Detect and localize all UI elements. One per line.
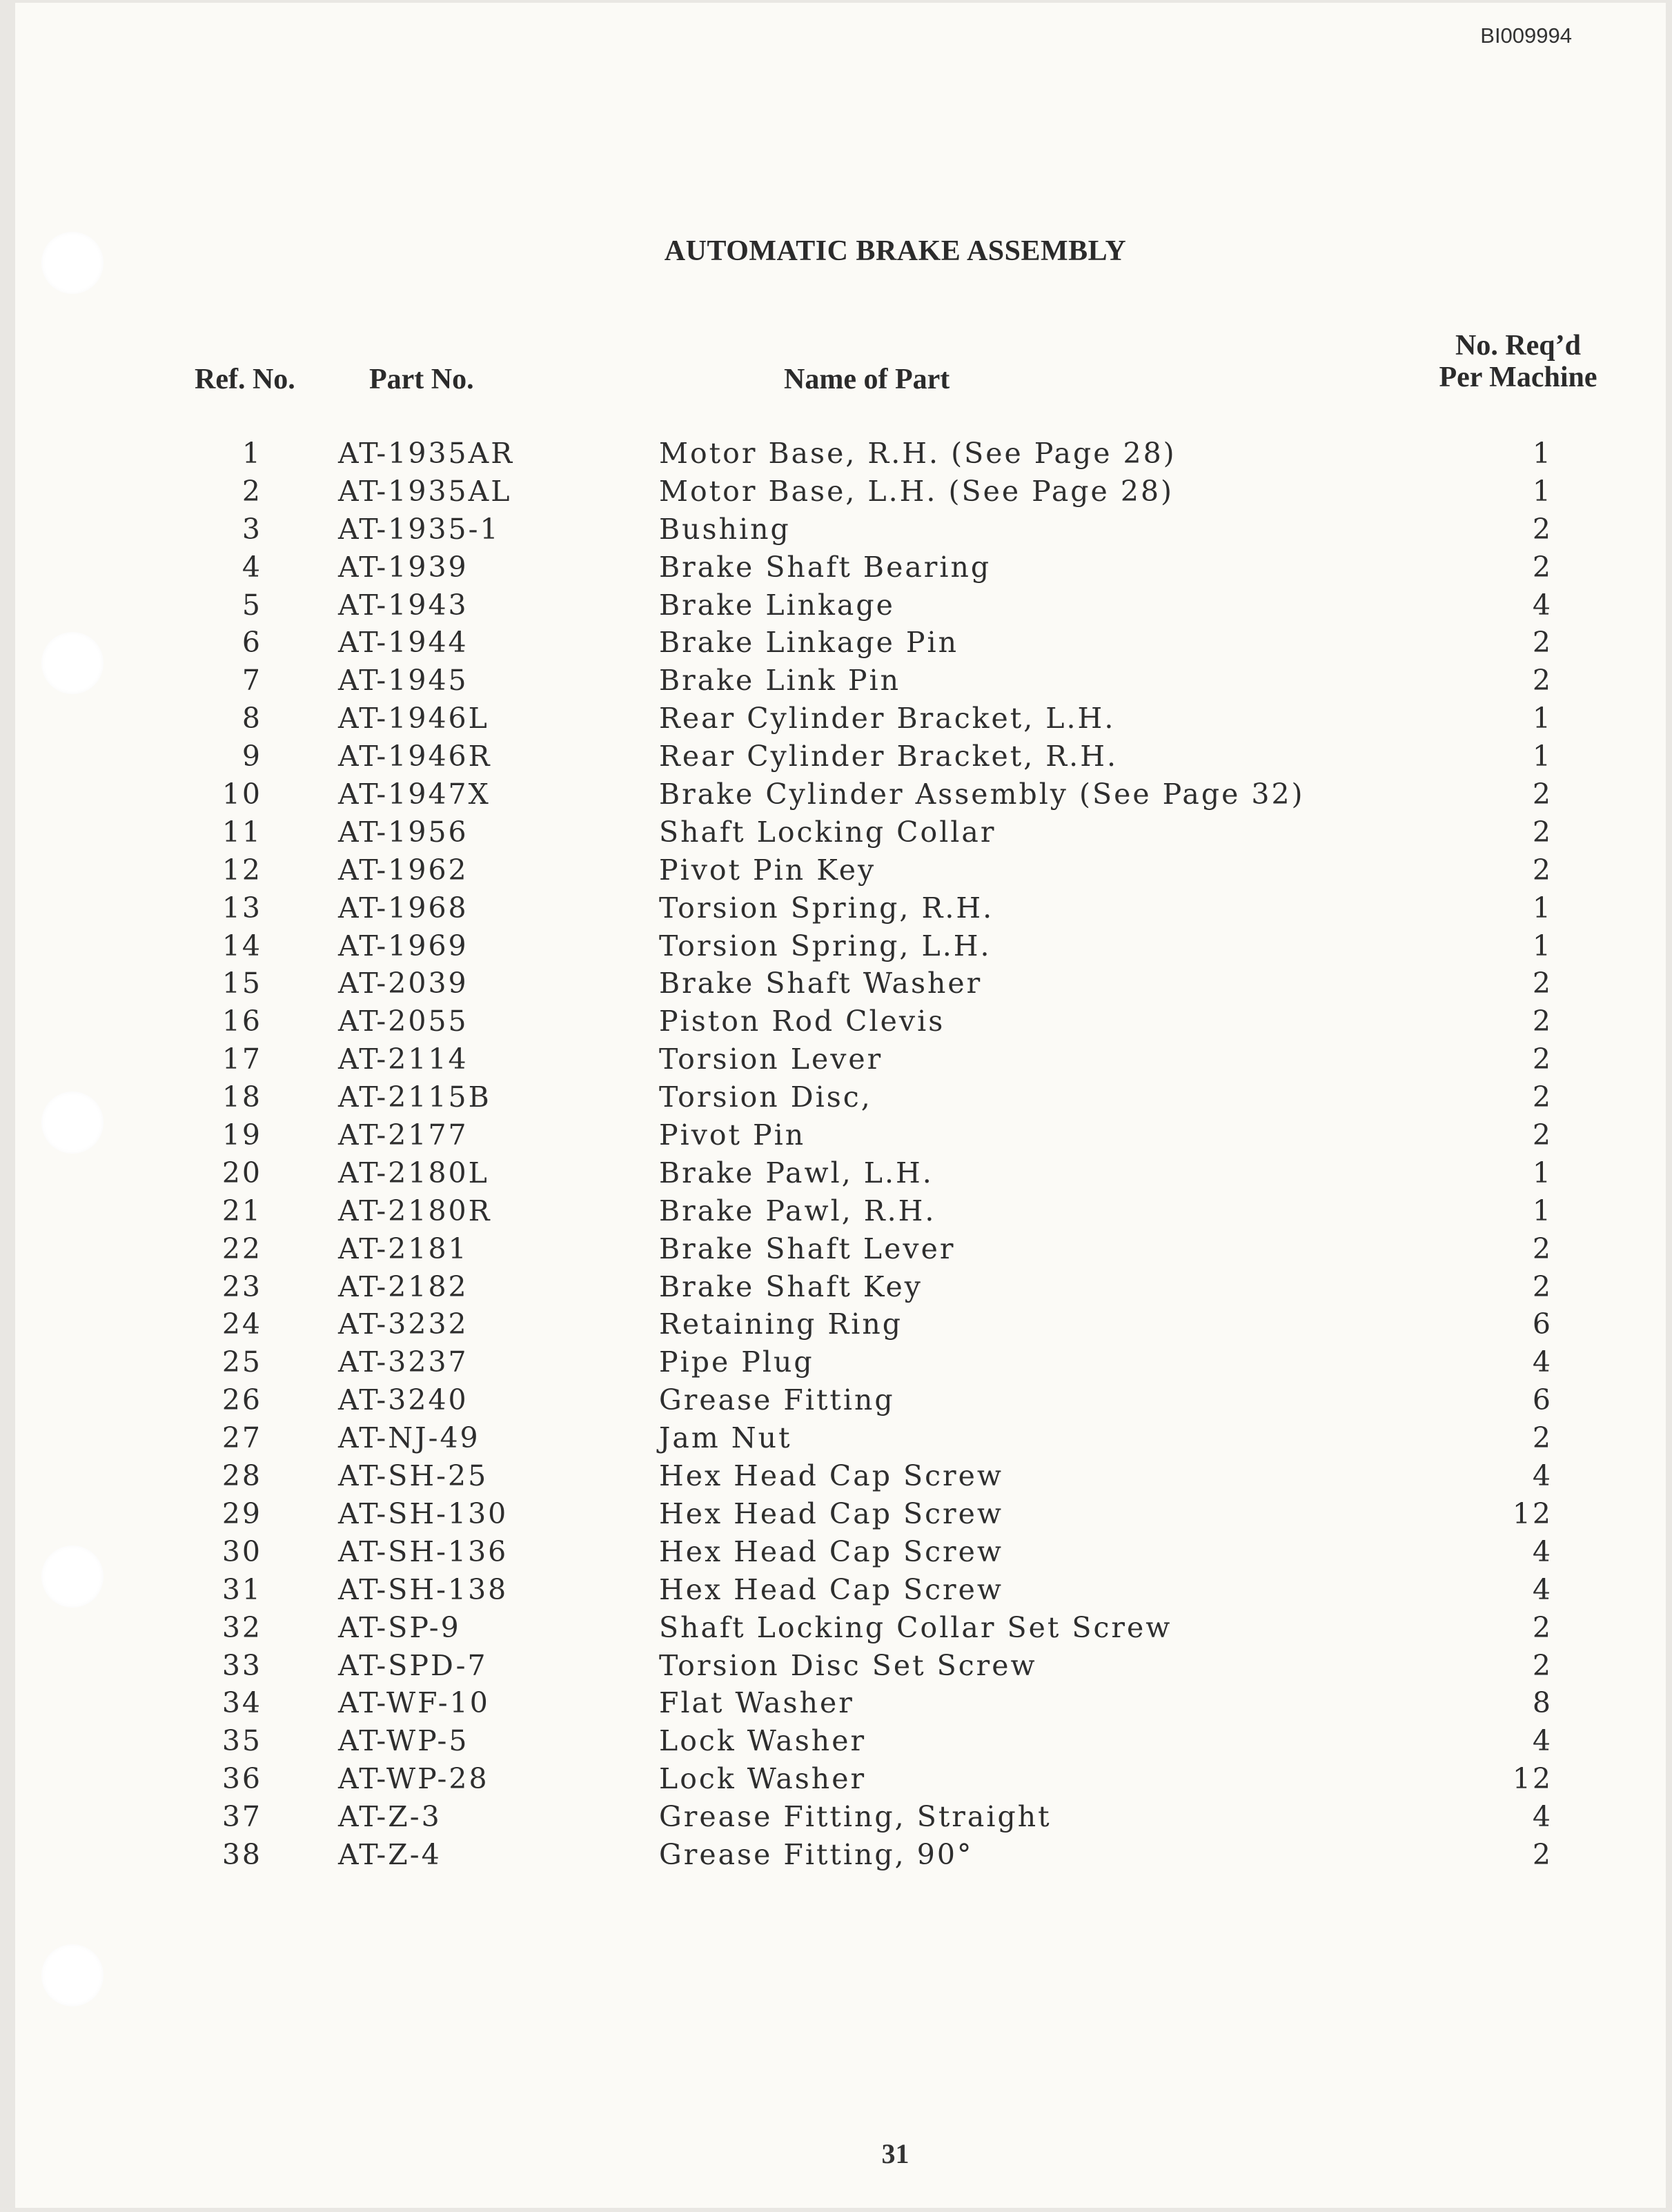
part-number-cell: AT-2115B bbox=[338, 1080, 491, 1114]
part-name-cell: Brake Pawl, R.H. bbox=[659, 1194, 936, 1227]
column-header-part: Part No. bbox=[369, 364, 474, 395]
table-row bbox=[0, 435, 1672, 473]
part-number-cell: AT-2180R bbox=[338, 1194, 492, 1227]
quantity-cell: 2 bbox=[1532, 626, 1553, 660]
ref-cell: 8 bbox=[242, 702, 262, 735]
part-number-cell: AT-3232 bbox=[338, 1307, 469, 1341]
ref-cell: 24 bbox=[222, 1307, 262, 1341]
table-row bbox=[0, 776, 1672, 813]
quantity-cell: 4 bbox=[1532, 1345, 1553, 1379]
quantity-cell: 2 bbox=[1532, 1080, 1553, 1114]
quantity-cell: 1 bbox=[1532, 929, 1553, 962]
quantity-cell: 2 bbox=[1532, 1270, 1553, 1303]
table-row bbox=[0, 1684, 1672, 1722]
table-row bbox=[0, 1457, 1672, 1495]
table-row bbox=[0, 1722, 1672, 1760]
ref-cell: 26 bbox=[222, 1383, 262, 1417]
part-name-cell: Torsion Spring, R.H. bbox=[659, 891, 994, 925]
part-number-cell: AT-1962 bbox=[338, 853, 469, 887]
part-number-cell: AT-SP-9 bbox=[338, 1610, 461, 1644]
quantity-cell: 4 bbox=[1532, 588, 1553, 622]
ref-cell: 21 bbox=[222, 1194, 262, 1227]
ref-cell: 11 bbox=[222, 815, 262, 849]
ref-cell: 29 bbox=[222, 1497, 262, 1530]
part-number-cell: AT-WP-28 bbox=[338, 1762, 489, 1796]
part-number-cell: AT-1968 bbox=[338, 891, 469, 925]
ref-cell: 6 bbox=[242, 626, 262, 660]
part-name-cell: Shaft Locking Collar Set Screw bbox=[659, 1610, 1172, 1644]
quantity-cell: 6 bbox=[1532, 1383, 1553, 1417]
table-row bbox=[0, 813, 1672, 851]
ref-cell: 15 bbox=[222, 967, 262, 1000]
ref-cell: 19 bbox=[222, 1118, 262, 1152]
part-name-cell: Piston Rod Clevis bbox=[659, 1005, 945, 1038]
table-row bbox=[0, 1647, 1672, 1685]
part-name-cell: Hex Head Cap Screw bbox=[659, 1459, 1004, 1493]
ref-cell: 28 bbox=[222, 1459, 262, 1493]
quantity-cell: 2 bbox=[1532, 1118, 1553, 1152]
quantity-cell: 2 bbox=[1532, 1837, 1553, 1871]
quantity-cell: 2 bbox=[1532, 664, 1553, 698]
table-row bbox=[0, 889, 1672, 927]
quantity-cell: 6 bbox=[1532, 1307, 1553, 1341]
parts-table bbox=[0, 435, 1672, 1874]
ref-cell: 18 bbox=[222, 1080, 262, 1114]
part-number-cell: AT-2114 bbox=[338, 1043, 469, 1076]
part-name-cell: Grease Fitting, Straight bbox=[659, 1800, 1052, 1834]
part-name-cell: Grease Fitting bbox=[659, 1383, 895, 1417]
part-name-cell: Brake Shaft Lever bbox=[659, 1232, 956, 1265]
quantity-cell: 2 bbox=[1532, 1005, 1553, 1038]
quantity-cell: 1 bbox=[1532, 474, 1553, 508]
ref-cell: 35 bbox=[222, 1724, 262, 1758]
ref-cell: 7 bbox=[242, 664, 262, 698]
table-row bbox=[0, 511, 1672, 549]
ref-cell: 17 bbox=[222, 1043, 262, 1076]
part-number-cell: AT-2181 bbox=[338, 1232, 469, 1265]
table-row bbox=[0, 1571, 1672, 1609]
part-name-cell: Bushing bbox=[659, 512, 791, 546]
part-name-cell: Brake Shaft Washer bbox=[659, 967, 983, 1000]
column-header-required bbox=[1408, 330, 1629, 393]
part-number-cell: AT-1946L bbox=[338, 702, 489, 735]
ref-cell: 3 bbox=[242, 512, 262, 546]
part-number-cell: AT-WP-5 bbox=[338, 1724, 469, 1758]
table-row bbox=[0, 965, 1672, 1003]
quantity-cell: 2 bbox=[1532, 778, 1553, 811]
table-row bbox=[0, 927, 1672, 965]
table-row bbox=[0, 1116, 1672, 1154]
part-name-cell: Pipe Plug bbox=[659, 1345, 814, 1379]
part-number-cell: AT-3240 bbox=[338, 1383, 469, 1417]
part-name-cell: Torsion Spring, L.H. bbox=[659, 929, 992, 962]
table-row bbox=[0, 738, 1672, 776]
table-row bbox=[0, 700, 1672, 738]
part-name-cell: Brake Link Pin bbox=[659, 664, 901, 698]
ref-cell: 12 bbox=[222, 853, 262, 887]
part-number-cell: AT-NJ-49 bbox=[338, 1421, 480, 1455]
part-name-cell: Retaining Ring bbox=[659, 1307, 903, 1341]
page-number: 31 bbox=[881, 2138, 909, 2169]
part-name-cell: Brake Linkage bbox=[659, 588, 895, 622]
ref-cell: 13 bbox=[222, 891, 262, 925]
table-row bbox=[0, 586, 1672, 624]
part-number-cell: AT-1945 bbox=[338, 664, 469, 698]
part-name-cell: Brake Cylinder Assembly (See Page 32) bbox=[659, 778, 1305, 811]
part-number-cell: AT-1956 bbox=[338, 815, 469, 849]
part-name-cell: Lock Washer bbox=[659, 1724, 867, 1758]
part-number-cell: AT-SH-130 bbox=[338, 1497, 509, 1530]
ref-cell: 37 bbox=[222, 1800, 262, 1834]
quantity-cell: 4 bbox=[1532, 1459, 1553, 1493]
part-name-cell: Shaft Locking Collar bbox=[659, 815, 996, 849]
part-number-cell: AT-1939 bbox=[338, 550, 469, 584]
table-row bbox=[0, 1040, 1672, 1078]
part-name-cell: Motor Base, L.H. (See Page 28) bbox=[659, 474, 1174, 508]
table-row bbox=[0, 1078, 1672, 1116]
ref-cell: 38 bbox=[222, 1837, 262, 1871]
ref-cell: 32 bbox=[222, 1610, 262, 1644]
part-number-cell: AT-SH-25 bbox=[338, 1459, 489, 1493]
part-number-cell: AT-2039 bbox=[338, 967, 469, 1000]
part-name-cell: Rear Cylinder Bracket, L.H. bbox=[659, 702, 1116, 735]
part-number-cell: AT-SH-136 bbox=[338, 1534, 509, 1568]
column-header-required-line1: No. Req’d bbox=[1455, 330, 1581, 362]
table-row bbox=[0, 851, 1672, 889]
part-number-cell: AT-SPD-7 bbox=[338, 1648, 488, 1682]
part-number-cell: AT-Z-4 bbox=[338, 1837, 442, 1871]
part-name-cell: Brake Linkage Pin bbox=[659, 626, 958, 660]
part-name-cell: Lock Washer bbox=[659, 1762, 867, 1796]
table-row bbox=[0, 1609, 1672, 1647]
quantity-cell: 4 bbox=[1532, 1572, 1553, 1606]
quantity-cell: 12 bbox=[1512, 1762, 1553, 1796]
table-row bbox=[0, 1192, 1672, 1230]
part-name-cell: Grease Fitting, 90° bbox=[659, 1837, 974, 1871]
table-row bbox=[0, 624, 1672, 662]
ref-cell: 36 bbox=[222, 1762, 262, 1796]
part-number-cell: AT-3237 bbox=[338, 1345, 469, 1379]
quantity-cell: 2 bbox=[1532, 1232, 1553, 1265]
part-number-cell: AT-2180L bbox=[338, 1156, 489, 1189]
part-name-cell: Brake Pawl, L.H. bbox=[659, 1156, 934, 1189]
part-name-cell: Rear Cylinder Bracket, R.H. bbox=[659, 740, 1118, 773]
table-row bbox=[0, 1533, 1672, 1571]
column-header-ref: Ref. No. bbox=[195, 364, 295, 395]
part-name-cell: Pivot Pin bbox=[659, 1118, 806, 1152]
table-row bbox=[0, 1381, 1672, 1419]
column-header-required-line2: Per Machine bbox=[1439, 362, 1597, 393]
ref-cell: 10 bbox=[222, 778, 262, 811]
part-number-cell: AT-1935AR bbox=[338, 437, 515, 470]
ref-cell: 2 bbox=[242, 474, 262, 508]
table-row bbox=[0, 1760, 1672, 1798]
binder-hole bbox=[41, 1944, 104, 2006]
quantity-cell: 1 bbox=[1532, 437, 1553, 470]
part-name-cell: Torsion Disc, bbox=[659, 1080, 872, 1114]
ref-cell: 25 bbox=[222, 1345, 262, 1379]
column-header-name: Name of Part bbox=[784, 364, 950, 395]
ref-cell: 23 bbox=[222, 1270, 262, 1303]
part-name-cell: Jam Nut bbox=[659, 1421, 792, 1455]
table-row bbox=[0, 1836, 1672, 1874]
ref-cell: 27 bbox=[222, 1421, 262, 1455]
ref-cell: 9 bbox=[242, 740, 262, 773]
ref-cell: 34 bbox=[222, 1686, 262, 1720]
ref-cell: 16 bbox=[222, 1005, 262, 1038]
part-number-cell: AT-1935AL bbox=[338, 474, 512, 508]
part-name-cell: Pivot Pin Key bbox=[659, 853, 876, 887]
part-name-cell: Motor Base, R.H. (See Page 28) bbox=[659, 437, 1177, 470]
part-name-cell: Brake Shaft Key bbox=[659, 1270, 923, 1303]
quantity-cell: 1 bbox=[1532, 1156, 1553, 1189]
quantity-cell: 2 bbox=[1532, 512, 1553, 546]
ref-cell: 31 bbox=[222, 1572, 262, 1606]
table-row bbox=[0, 1798, 1672, 1836]
quantity-cell: 2 bbox=[1532, 967, 1553, 1000]
ref-cell: 14 bbox=[222, 929, 262, 962]
quantity-cell: 2 bbox=[1532, 1421, 1553, 1455]
table-row bbox=[0, 662, 1672, 700]
document-id: BI009994 bbox=[1480, 23, 1572, 48]
quantity-cell: 1 bbox=[1532, 891, 1553, 925]
part-name-cell: Brake Shaft Bearing bbox=[659, 550, 992, 584]
quantity-cell: 4 bbox=[1532, 1534, 1553, 1568]
quantity-cell: 12 bbox=[1512, 1497, 1553, 1530]
table-row bbox=[0, 1343, 1672, 1381]
part-number-cell: AT-2055 bbox=[338, 1005, 469, 1038]
ref-cell: 5 bbox=[242, 588, 262, 622]
part-number-cell: AT-SH-138 bbox=[338, 1572, 509, 1606]
part-number-cell: AT-WF-10 bbox=[338, 1686, 490, 1720]
quantity-cell: 8 bbox=[1532, 1686, 1553, 1720]
part-number-cell: AT-1944 bbox=[338, 626, 469, 660]
quantity-cell: 1 bbox=[1532, 740, 1553, 773]
part-number-cell: AT-Z-3 bbox=[338, 1800, 442, 1834]
quantity-cell: 2 bbox=[1532, 1610, 1553, 1644]
part-name-cell: Torsion Lever bbox=[659, 1043, 883, 1076]
quantity-cell: 1 bbox=[1532, 702, 1553, 735]
quantity-cell: 2 bbox=[1532, 853, 1553, 887]
quantity-cell: 2 bbox=[1532, 550, 1553, 584]
ref-cell: 1 bbox=[242, 437, 262, 470]
table-row bbox=[0, 1230, 1672, 1268]
table-row bbox=[0, 1003, 1672, 1040]
quantity-cell: 2 bbox=[1532, 815, 1553, 849]
table-row bbox=[0, 549, 1672, 586]
part-number-cell: AT-2182 bbox=[338, 1270, 469, 1303]
part-name-cell: Flat Washer bbox=[659, 1686, 854, 1720]
part-number-cell: AT-1947X bbox=[338, 778, 491, 811]
part-number-cell: AT-1969 bbox=[338, 929, 469, 962]
table-row bbox=[0, 473, 1672, 511]
ref-cell: 20 bbox=[222, 1156, 262, 1189]
part-name-cell: Torsion Disc Set Screw bbox=[659, 1648, 1037, 1682]
quantity-cell: 4 bbox=[1532, 1800, 1553, 1834]
part-name-cell: Hex Head Cap Screw bbox=[659, 1534, 1004, 1568]
page-title: AUTOMATIC BRAKE ASSEMBLY bbox=[664, 235, 1127, 267]
part-number-cell: AT-1943 bbox=[338, 588, 469, 622]
table-row bbox=[0, 1419, 1672, 1457]
table-row bbox=[0, 1268, 1672, 1306]
quantity-cell: 4 bbox=[1532, 1724, 1553, 1758]
table-row bbox=[0, 1495, 1672, 1533]
table-row bbox=[0, 1154, 1672, 1192]
part-name-cell: Hex Head Cap Screw bbox=[659, 1572, 1004, 1606]
part-number-cell: AT-1935-1 bbox=[338, 512, 500, 546]
ref-cell: 4 bbox=[242, 550, 262, 584]
quantity-cell: 2 bbox=[1532, 1648, 1553, 1682]
quantity-cell: 1 bbox=[1532, 1194, 1553, 1227]
part-number-cell: AT-2177 bbox=[338, 1118, 469, 1152]
ref-cell: 30 bbox=[222, 1534, 262, 1568]
table-row bbox=[0, 1305, 1672, 1343]
ref-cell: 33 bbox=[222, 1648, 262, 1682]
ref-cell: 22 bbox=[222, 1232, 262, 1265]
part-name-cell: Hex Head Cap Screw bbox=[659, 1497, 1004, 1530]
quantity-cell: 2 bbox=[1532, 1043, 1553, 1076]
part-number-cell: AT-1946R bbox=[338, 740, 492, 773]
